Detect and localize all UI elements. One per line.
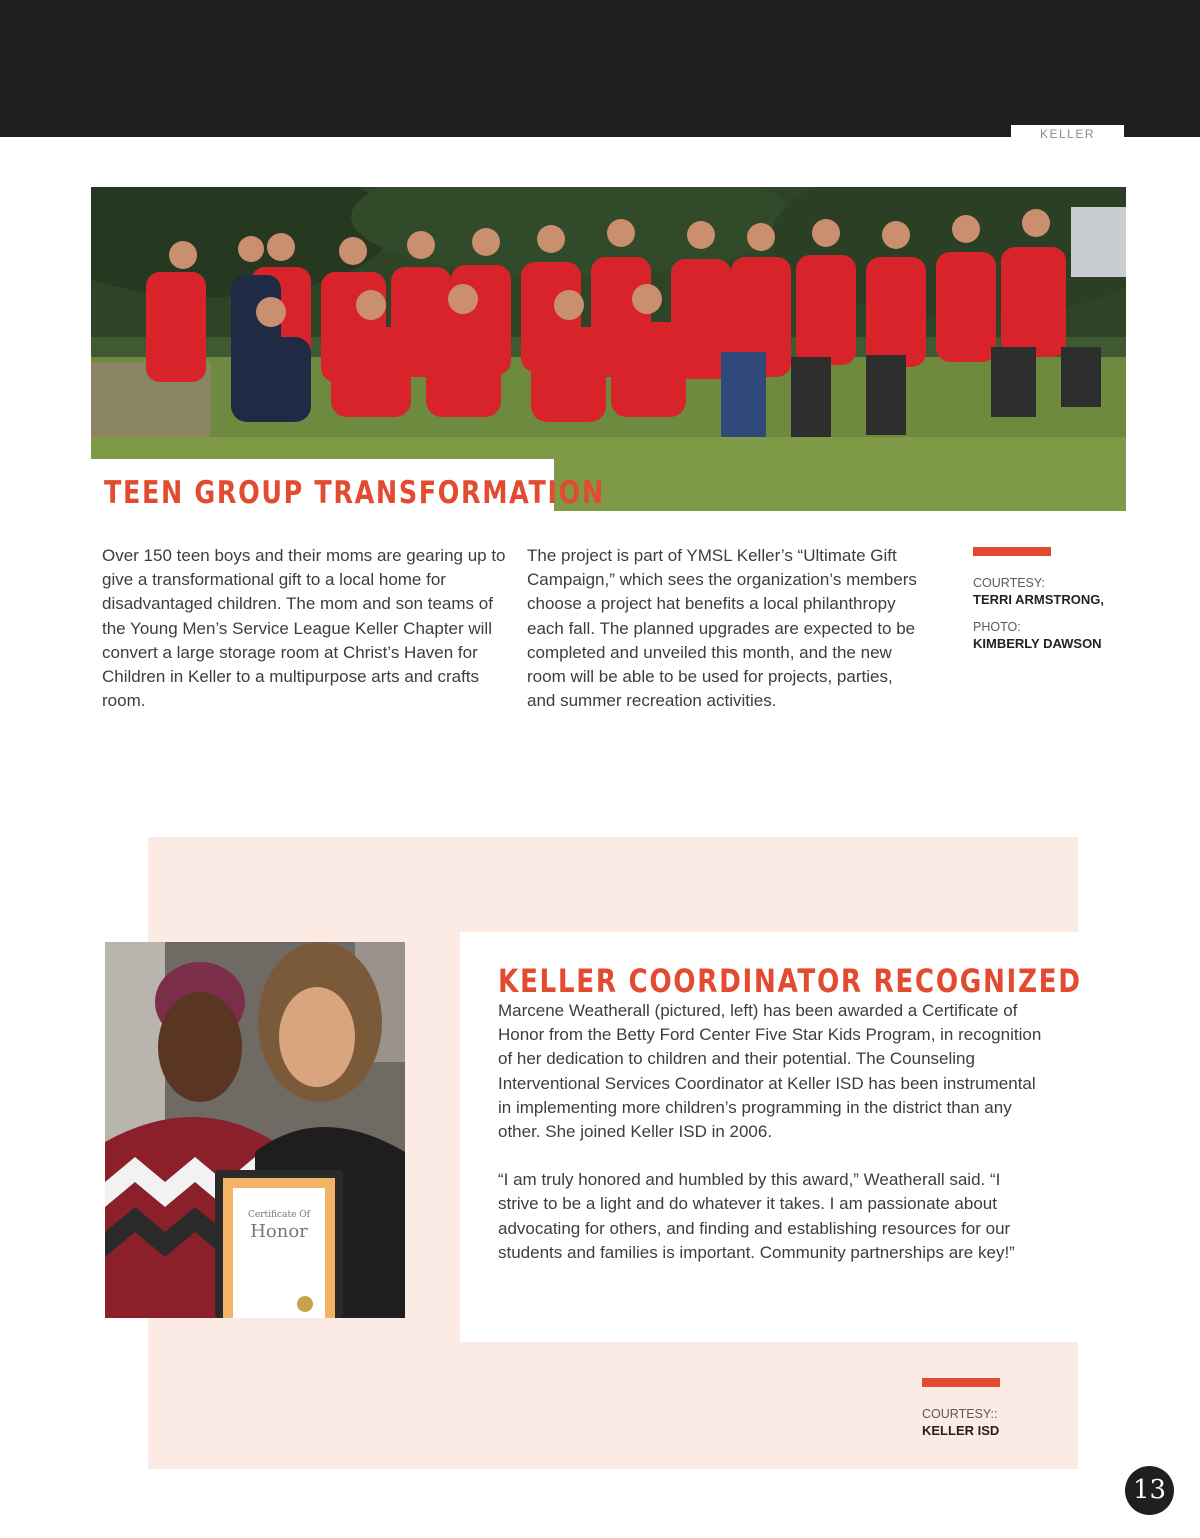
story1-credit-bar [973, 547, 1051, 556]
story2-courtesy-label: COURTESY:: [922, 1407, 998, 1421]
story2-courtesy-name: KELLER ISD [922, 1423, 1000, 1438]
story1-photo-name: KIMBERLY DAWSON [973, 636, 1102, 651]
page-number: 13 [1125, 1466, 1174, 1515]
certificate-line1: Certificate Of [248, 1210, 310, 1220]
story2-body [498, 999, 1043, 1289]
story2-paragraph1: Marcene Weatherall (pictured, left) has been awarded a Certificate of Honor from the Betty Ford Center Five Star Kids Program, in recognition of her dedication to children and their potential. The Counseling Interventional Services Coordinator at Keller ISD has been instrumental in implementing more children’s programming in the district than any other. She joined Keller ISD in 2006. [498, 1001, 1042, 1142]
story1-column1: Over 150 teen boys and their moms are gearing up to give a transformational gift to a local home for disadvantaged children. The mom and son teams of the Young Men’s Service League Keller Chapter will convert a large storage room at Christ’s Haven for Children in Keller to a multipurpose arts and crafts room. [102, 546, 506, 711]
section-label: KELLER [1011, 125, 1124, 143]
story2-title: KELLER COORDINATOR RECOGNIZED [498, 962, 1082, 1000]
story1-column2: The project is part of YMSL Keller’s “Ultimate Gift Campaign,” which sees the organization’s members choose a project hat benefits a local philanthropy each fall. The planned upgrades are expected to be completed and unveiled this month, and the new room will be able to be used for projects, parties, and summer recreation activities. [527, 546, 917, 711]
certificate-line2: Honor [250, 1221, 308, 1242]
story2-paragraph2: “I am truly honored and humbled by this award,” Weatherall said. “I strive to be a light and do whatever it takes. I am passionate about advocating for others, and finding and establishing resources for our students and families is important. Community partnerships are key!” [498, 1170, 1015, 1262]
story2-credit-bar [922, 1378, 1000, 1387]
certificate-photo [105, 942, 405, 1318]
story1-photo-label: PHOTO: [973, 620, 1021, 634]
top-banner [0, 0, 1200, 137]
certificate-photo-art [105, 942, 405, 1318]
story1-courtesy-name: TERRI ARMSTRONG, [973, 592, 1104, 607]
story1-title-box [91, 459, 605, 511]
story1-courtesy-label: COURTESY: [973, 576, 1046, 590]
story1-title: TEEN GROUP TRANSFORMATION [104, 475, 605, 511]
